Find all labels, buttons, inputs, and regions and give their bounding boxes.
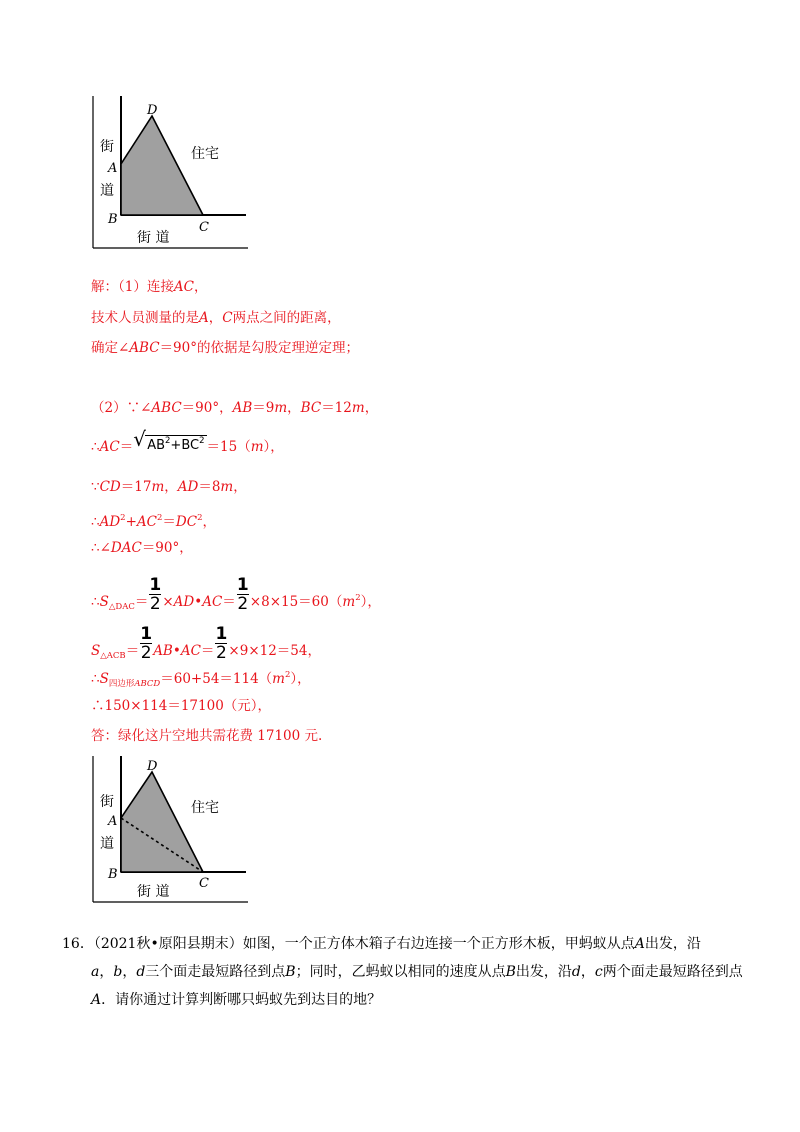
label-street-v1: 街 xyxy=(100,794,114,810)
fraction-half: $\frac{1}{2}$ xyxy=(140,624,153,663)
figure-bottom xyxy=(88,752,253,906)
quadrilateral-abcd xyxy=(121,116,203,215)
label-d: D xyxy=(147,103,158,118)
fraction-half: $\frac{1}{2}$ xyxy=(149,575,162,614)
quadrilateral-abcd xyxy=(121,772,203,872)
label-b: B xyxy=(108,212,118,227)
solution-line-8: ∴∠DAC＝90°， xyxy=(91,540,193,556)
solution-line-12: ∴150×114＝17100（元）， xyxy=(91,698,272,714)
fraction-half: $\frac{1}{2}$ xyxy=(215,624,228,663)
sqrt-expression: √ $AB^2+BC^2$ xyxy=(133,427,205,453)
solution-line-10: $S_{\triangle ACB}=$ $\frac{1}{2}$ AB•AC＝ $\frac{1}{2}$ ×9×12＝54， xyxy=(91,624,321,663)
question-source: （2021秋•原阳县期末） xyxy=(93,936,243,952)
label-a: A xyxy=(108,814,118,829)
solution-line-1: 解：（1）连接AC， xyxy=(91,279,208,295)
solution-line-13: 答：绿化这片空地共需花费 17100 元. xyxy=(91,728,323,744)
solution-line-7: $\therefore AD^2+AC^2=DC^2$， xyxy=(91,513,216,530)
label-street-h: 街 道 xyxy=(137,884,170,900)
label-residence: 住宅 xyxy=(191,800,219,816)
question-line-3: A．请你通过计算判断哪只蚂蚁先到达目的地？ xyxy=(91,992,382,1008)
label-street-v2: 道 xyxy=(100,836,114,852)
solution-line-9: $\therefore S_{\triangle DAC}=$ $\frac{1}{2}$ ×AD•AC＝ $\frac{1}{2}$ $\times 8\times 15=60(m^2)$， xyxy=(91,575,381,614)
label-b: B xyxy=(108,867,118,882)
label-a: A xyxy=(108,161,118,176)
solution-line-5: ∴AC＝ √ $AB^2+BC^2 =15(m)$， xyxy=(91,427,284,455)
label-c: C xyxy=(199,876,209,891)
question-number: 16． xyxy=(62,936,94,952)
label-residence: 住宅 xyxy=(191,146,219,162)
solution-line-3: 确定∠ABC＝90°的依据是勾股定理逆定理； xyxy=(91,340,359,356)
solution-line-11: $\therefore S_{四边形ABCD}=60+54=114(m^2)$， xyxy=(91,670,311,689)
label-c: C xyxy=(199,220,209,235)
label-street-v1: 街 xyxy=(100,139,114,155)
label-d: D xyxy=(147,759,158,774)
question-16: 16．（2021秋•原阳县期末）如图，一个正方体木箱子右边连接一个正方形木板，甲蚂蚁从点A出发，沿 a，b，d三个面走最短路径到点B；同时，乙蚂蚁以相同的速度从点B出发，沿d，c两个面走最短路径到点 A．请你通过计算判断哪只蚂蚁先到达目的地？ xyxy=(62,930,752,1014)
label-street-h: 街 道 xyxy=(137,230,170,246)
solution-line-4: （2）∵∠ABC＝90°，AB＝9m，BC＝12m， xyxy=(91,400,379,416)
solution-line-2: 技术人员测量的是A，C两点之间的距离， xyxy=(91,310,341,326)
fraction-half: $\frac{1}{2}$ xyxy=(236,575,249,614)
label-street-v2: 道 xyxy=(100,183,114,199)
question-line-2: a，b，d三个面走最短路径到点B；同时，乙蚂蚁以相同的速度从点B出发，沿d，c两个面走最短路径到点 xyxy=(91,964,743,980)
figure-top xyxy=(88,92,253,252)
solution-line-6: ∵CD＝17m，AD＝8m， xyxy=(91,479,247,495)
